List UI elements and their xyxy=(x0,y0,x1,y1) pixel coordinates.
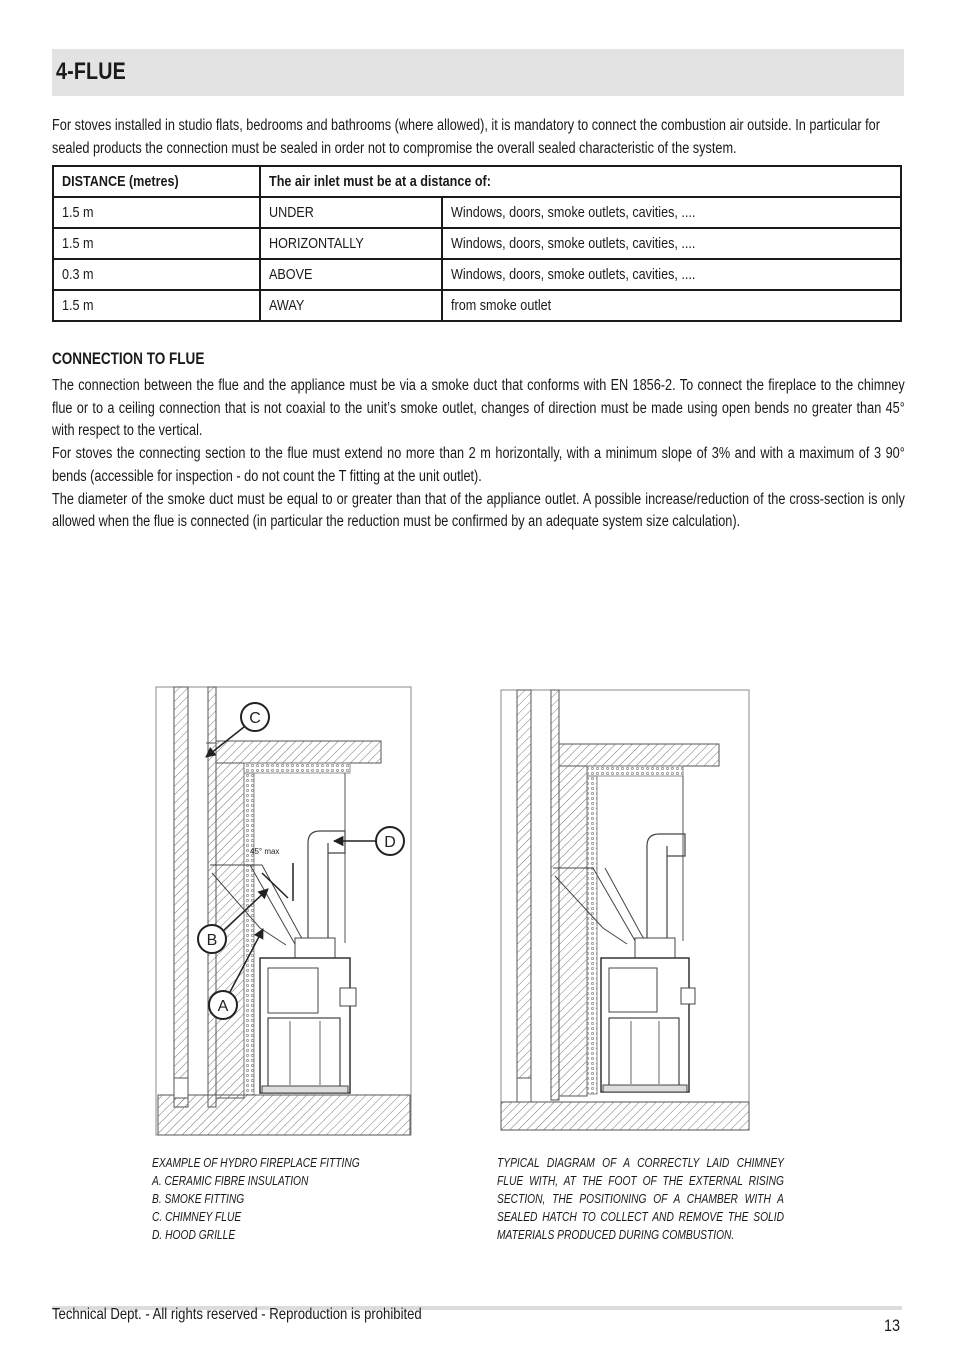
chimney-wall xyxy=(174,687,188,1107)
fireplace-unit xyxy=(260,958,350,1093)
table-cell: 1.5 m xyxy=(53,290,260,321)
ceramic-insulation xyxy=(587,776,597,1094)
svg-text:D: D xyxy=(384,834,396,851)
paragraph: For stoves the connecting section to the flue must extend no more than 2 m horizontally, with a minimum slope of 3% and with a maximum of 3 90° bends (accessible for inspection - do not count the T fitting at the unit outlet). xyxy=(52,445,905,485)
svg-text:C: C xyxy=(249,710,261,727)
chimney-flue-diagram xyxy=(495,686,755,1138)
table-header-row xyxy=(53,166,901,197)
table-cell: UNDER xyxy=(260,197,443,228)
table-cell: Windows, doors, smoke outlets, cavities, .... xyxy=(442,228,901,259)
table-cell: 1.5 m xyxy=(53,228,260,259)
table-cell: 1.5 m xyxy=(53,197,260,228)
floor-slab xyxy=(501,1102,749,1130)
table-header-cell: DISTANCE (metres) xyxy=(53,166,260,197)
page-number: 13 xyxy=(884,1316,901,1335)
intro-paragraph: For stoves installed in studio flats, bedrooms and bathrooms (where allowed), it is mandatory to connect the combustion air outside. In particular for sealed products the connection must be sealed in order not to compromise the overall sealed characteristic of the system. xyxy=(52,117,880,157)
hood-wall xyxy=(559,766,587,1096)
table-cell: Windows, doors, smoke outlets, cavities, .... xyxy=(442,259,901,290)
table-row xyxy=(53,290,901,321)
smoke-pipe xyxy=(647,846,667,938)
ceramic-insulation xyxy=(587,766,683,776)
table-cell: from smoke outlet xyxy=(442,290,901,321)
ceiling-slab xyxy=(559,744,719,766)
section-header xyxy=(52,49,904,96)
ceramic-insulation xyxy=(244,763,350,773)
floor-slab xyxy=(158,1095,410,1135)
left-figure-caption: EXAMPLE OF HYDRO FIREPLACE FITTING A. CERAMIC FIBRE INSULATION B. SMOKE FITTING C. CHIMNEY FLUE D. HOOD GRILLE xyxy=(152,1156,360,1242)
svg-text:B: B xyxy=(206,932,218,949)
hydro-fireplace-diagram xyxy=(150,683,420,1138)
fireplace-unit xyxy=(601,958,689,1092)
distance-table xyxy=(52,165,902,322)
table-cell: HORIZONTALLY xyxy=(260,228,443,259)
table-cell: AWAY xyxy=(260,290,443,321)
paragraph: The diameter of the smoke duct must be equal to or greater than that of the appliance outlet. A possible increase/reduction of the cross-section is only allowed when the flue is connected (in particular the reduction must be confirmed by an adequate system size calculation). xyxy=(52,490,905,531)
section-title: 4-FLUE xyxy=(56,58,126,85)
footer-text: Technical Dept. - All rights reserved - Reproduction is prohibited xyxy=(52,1306,422,1323)
chimney-wall xyxy=(517,690,531,1100)
connection-title: CONNECTION TO FLUE xyxy=(52,350,205,368)
table-row xyxy=(53,259,901,290)
ceiling-slab xyxy=(216,741,381,763)
right-figure-caption: TYPICAL DIAGRAM OF A CORRECTLY LAID CHIMNEY FLUE WITH, AT THE FOOT OF THE EXTERNAL RISING SECTION, THE POSITIONING OF A CHAMBER WITH A SEALED HATCH TO COLLECT AND REMOVE THE SOLID MATERIALS PRODUCED DURING COMBUSTION. xyxy=(497,1156,784,1242)
table-cell: Windows, doors, smoke outlets, cavities, .... xyxy=(442,197,901,228)
smoke-pipe xyxy=(308,843,328,938)
table-cell: ABOVE xyxy=(260,259,443,290)
table-row xyxy=(53,228,901,259)
ceramic-insulation xyxy=(244,773,254,1095)
svg-text:A: A xyxy=(217,998,229,1015)
angle-label: 45° max xyxy=(250,847,280,856)
connection-body xyxy=(52,375,905,534)
inner-wall xyxy=(551,690,559,1100)
table-row xyxy=(53,197,901,228)
paragraph: The connection between the flue and the appliance must be via a smoke duct that conforms with EN 1856-2. To connect the fireplace to the chimney flue or to a ceiling connection that is not coaxial to the unit’s smoke outlet, changes of direction must be made using open bends no greater than 45° with respect to the vertical. xyxy=(52,377,905,440)
table-header-cell: The air inlet must be at a distance of: xyxy=(260,166,901,197)
table-cell: 0.3 m xyxy=(53,259,260,290)
